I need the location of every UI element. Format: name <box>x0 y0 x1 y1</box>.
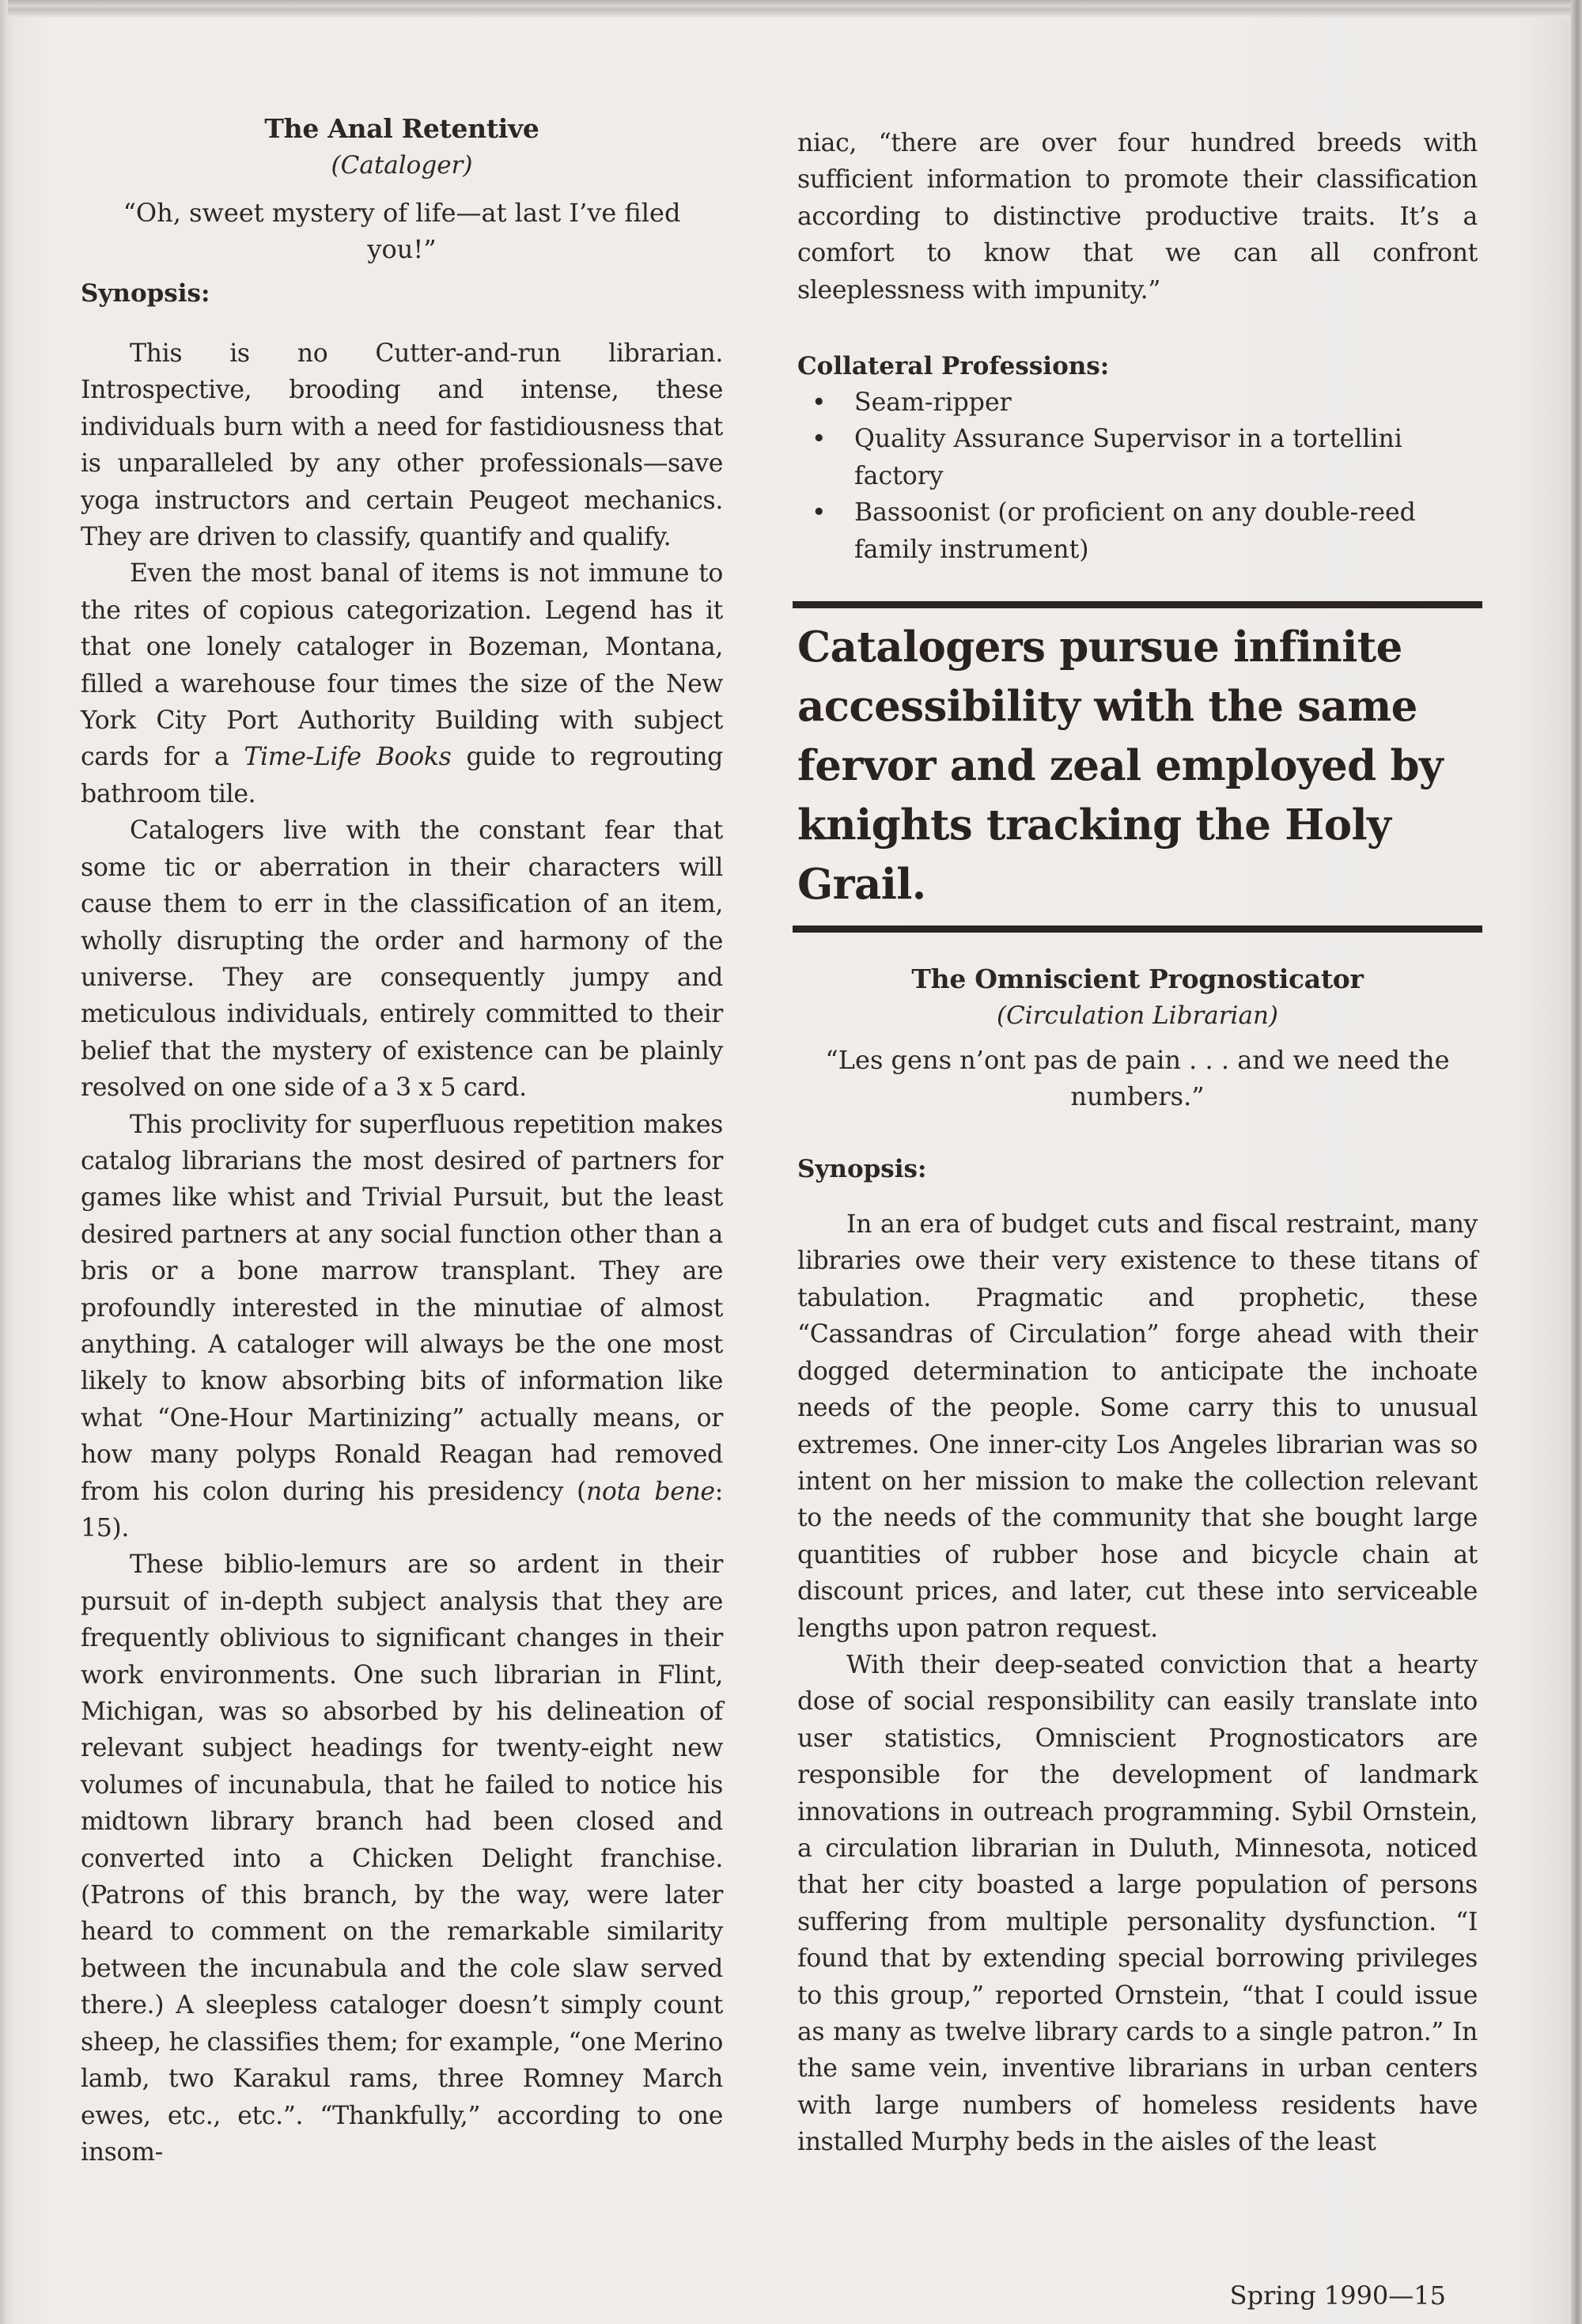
entry-subtitle: (Circulation Librarian) <box>996 1001 1279 1031</box>
pull-quote-bottom-rule <box>793 925 1482 933</box>
page-gutter-shadow <box>0 0 8 2324</box>
body-paragraph: In an era of budget cuts and fiscal restraint, many libraries owe their very existence to these titans of tabulation. Pragmatic and prophetic, these “Cassandras of Circulation” forge ahead with their dogged determination to anticipate the inchoate needs of the people. Some carry this to unusual extremes. One inner-city Los Angeles librarian was so intent on her mission to make the collection relevant to the needs of the community that she bought large quantities of rubber hose and bicycle chain at discount prices, and later, cut these into serviceable lengths upon patron request. <box>797 1210 1478 1643</box>
continued-paragraph: niac, “there are over four hundred breeds with sufficient information to promote their classification according to distinctive productive traits. It’s a comfort to know that we can all confront sleeplessness with impunity.” <box>797 129 1478 305</box>
page-right-edge <box>1571 0 1582 2324</box>
body-text: This proclivity for superfluous repetition makes catalog librarians the most desired of partners for games like whist and Trivial Pursuit, but the least desired partners at any social function other than a bris or a bone marrow transplant. They are profoundly interested in the minutiae of almost anything. A cataloger will always be the one most likely to know absorbing bits of information like what “One-Hour Martinizing” actually means, or how many polyps Ronald Reagan had removed from his colon during his presidency ( <box>81 1110 723 1506</box>
body-paragraph <box>81 1107 723 1547</box>
page-top-edge <box>0 0 1582 17</box>
list-item: • Bassoonist (or proficient on any double-reed family instrument) <box>812 494 1478 568</box>
entry-epigraph: “Les gens n’ont pas de pain . . . and we need the numbers.” <box>825 1045 1450 1112</box>
entry-epigraph: “Oh, sweet mystery of life—at last I’ve filed you!” <box>123 198 681 264</box>
body-paragraph <box>81 555 723 812</box>
body-paragraph: With their deep-seated conviction that a hearty dose of social responsibility can easily translate into user statistics, Omniscient Prognosticators are responsible for the development of landmark innovations in outreach programming. Sybil Ornstein, a circulation librarian in Duluth, Minnesota, noticed that her city boasted a large population of persons suffering from multiple personality dysfunction. “I found that by extending special borrowing privileges to this group,” reported Ornstein, “that I could issue as many as twelve library cards to a single patron.” In the same vein, inventive librarians in urban centers with large numbers of homeless residents have installed Murphy beds in the aisles of the least <box>797 1650 1478 2157</box>
entry-title: The Omniscient Prognosticator <box>911 963 1364 995</box>
body-text: guide to regrouting bathroom tile. <box>81 743 723 808</box>
right-column <box>797 125 1478 2161</box>
pull-quote-top-rule <box>793 601 1482 608</box>
synopsis-heading: Synopsis: <box>81 279 210 308</box>
body-text: : 15). <box>81 1477 723 1542</box>
synopsis-heading: Synopsis: <box>797 1155 927 1184</box>
entry-subtitle: (Cataloger) <box>331 151 473 180</box>
entry-title: The Anal Retentive <box>264 113 539 144</box>
list-item: • Quality Assurance Supervisor in a tortellini factory <box>812 421 1478 494</box>
page-footer: Spring 1990—15 <box>1229 2280 1446 2311</box>
body-paragraph: Catalogers live with the constant fear that some tic or aberration in their characters will cause them to err in the classification of an item, wholly disrupting the order and harmony of the universe. They are consequently jumpy and meticulous individuals, entirely committed to their belief that the mystery of existence can be plainly resolved on one side of a 3 x 5 card. <box>81 816 723 1103</box>
latin-phrase: nota bene <box>585 1477 715 1506</box>
list-item: • Seam-ripper <box>812 384 1478 421</box>
pull-quote: Catalogers pursue infinite accessibility with the same fervor and zeal employed by knights tracking the Holy Grail. <box>797 623 1444 910</box>
body-paragraph: This is no Cutter-and-run librarian. Introspective, brooding and intense, these individuals burn with a need for fastidiousness that is unparalleled by any other professionals—save yoga instructors and certain Peugeot mechanics. They are driven to classify, quantify and qualify. <box>81 339 723 552</box>
collateral-professions-list <box>797 384 1478 568</box>
left-column <box>81 111 723 2171</box>
body-paragraph: These biblio-lemurs are so ardent in their pursuit of in-depth subject analysis that they are frequently oblivious to significant changes in their work environments. One such librarian in Flint, Michigan, was so absorbed by his delineation of relevant subject headings for twenty-eight new volumes of incunabula, that he failed to notice his midtown library branch had been closed and converted into a Chicken Delight franchise. (Patrons of this branch, by the way, were later heard to comment on the remarkable similarity between the incunabula and the cole slaw served there.) A sleepless cataloger doesn’t simply count sheep, he classifies them; for example, “one Merino lamb, two Karakul rams, three Romney March ewes, etc., etc.”. “Thankfully,” according to one insom- <box>81 1550 723 2167</box>
omniscient-prognosticator-entry <box>797 961 1478 2161</box>
body-text: Even the most banal of items is not immune to the rites of copious categorization. Legend has it that one lonely cataloger in Bozeman, Montana, filled a warehouse four times the size of the New York City Port Authority Building with subject cards for a <box>81 559 723 772</box>
collateral-professions-heading: Collateral Professions: <box>797 352 1110 381</box>
book-title: Time-Life Books <box>244 743 452 772</box>
